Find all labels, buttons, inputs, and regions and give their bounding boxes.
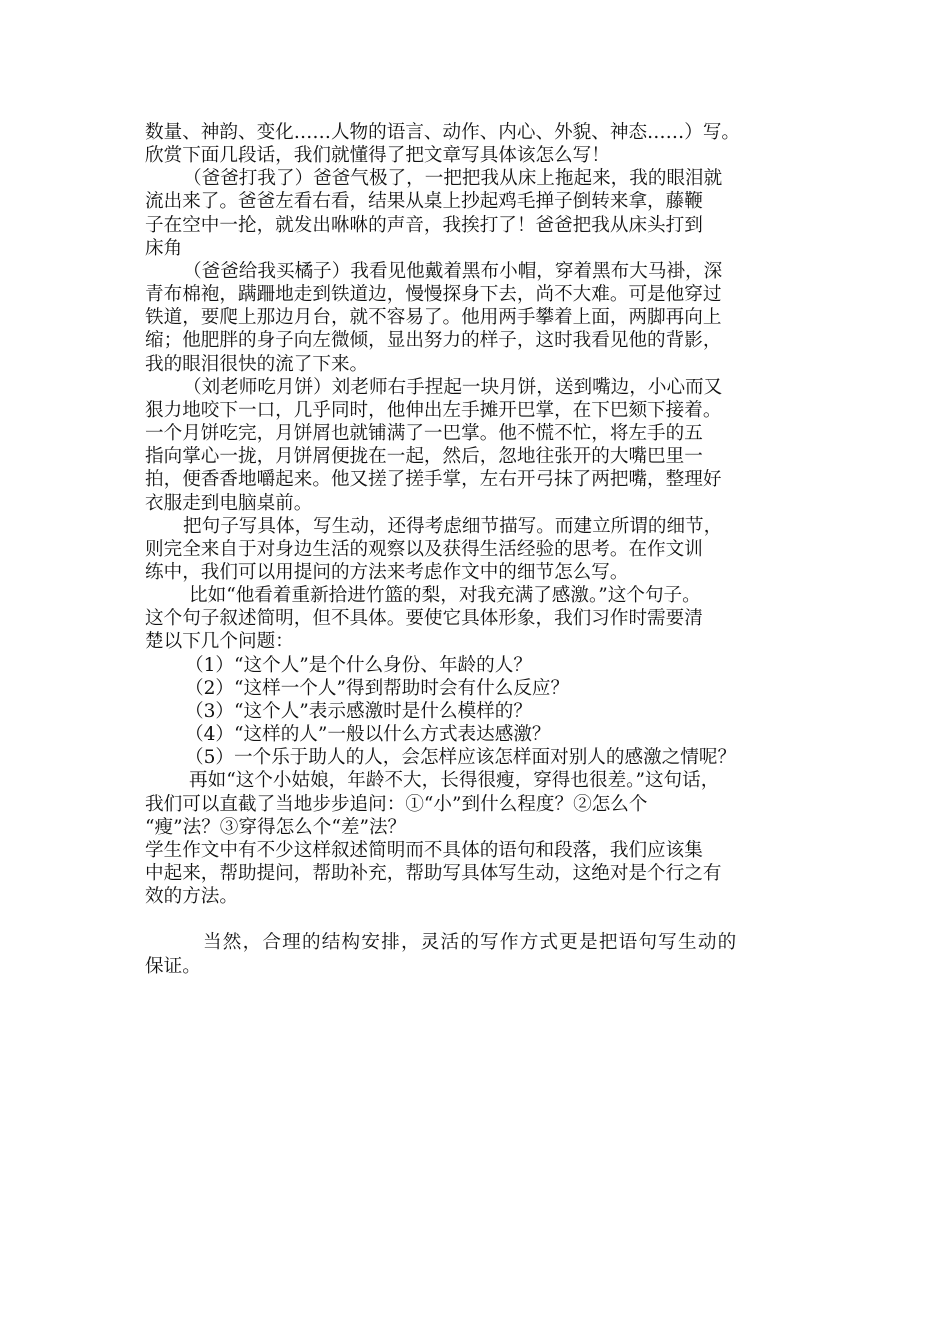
text-line: 效的方法。 [145,886,238,908]
text-line: 学生作文中有不少这样叙述简明而不具体的语句和段落，我们应该集 [145,839,703,861]
text-line: 比如“他看着重新拾进竹篮的梨，对我充满了感激。”这个句子。 [189,585,701,607]
text-line: 则完全来自于对身边生活的观察以及获得生活经验的思考。在作文训 [145,538,703,560]
text-line: 床角 [145,237,183,259]
text-line: （刘老师吃月饼）刘老师右手捏起一块月饼，送到嘴边，小心而又 [183,376,723,398]
text-line: 这个句子叙述简明，但不具体。要使它具体形象，我们习作时需要清 [145,608,703,630]
text-line: 保证。 [145,955,201,977]
list-item: （2）“这样一个人”得到帮助时会有什么反应？ [185,677,570,699]
list-item: （3）“这个人”表示感激时是什么模样的？ [185,700,532,722]
text-line: 我的眼泪很快的流了下来。 [145,353,369,375]
text-line: 流出来了。爸爸左看右看，结果从桌上抄起鸡毛掸子倒转来拿，藤鞭 [145,191,703,213]
text-line: 铁道，要爬上那边月台，就不容易了。他用两手攀着上面，两脚再向上 [145,307,722,329]
text-line: “瘦”法？③穿得怎么个“差”法？ [145,816,407,838]
list-item: （5）一个乐于助人的人，会怎样应该怎样面对别人的感激之情呢？ [185,747,737,769]
list-item: （1）“这个人”是个什么身份、年龄的人？ [185,654,532,676]
text-line: 数量、神韵、变化……人物的语言、动作、内心、外貌、神态……）写。 [145,122,741,143]
text-line: 衣服走到电脑桌前。 [145,492,313,514]
text-line: 狠力地咬下一口，几乎同时，他伸出左手摊开巴掌，在下巴颏下接着。 [145,399,722,421]
text-line: （爸爸打我了）爸爸气极了，一把把我从床上拖起来，我的眼泪就 [183,168,723,190]
text-line: 青布棉袍，蹒跚地走到铁道边，慢慢探身下去，尚不大难。可是他穿过 [145,284,722,306]
text-line: 练中，我们可以用提问的方法来考虑作文中的细节怎么写。 [145,561,629,583]
text-line: （爸爸给我买橘子）我看见他戴着黑布小帽，穿着黑布大马褂，深 [183,260,723,282]
text-line: 中起来，帮助提问，帮助补充，帮助写具体写生动，这绝对是个行之有 [145,863,722,884]
text-line: 当然，合理的结构安排，灵活的写作方式更是把语句写生动的 [203,932,738,954]
paragraph-gap [145,908,813,931]
text-line: 楚以下几个问题： [145,631,294,653]
text-line: 欣赏下面几段话，我们就懂得了把文章写具体该怎么写！ [145,145,610,167]
text-line: 子在空中一抡，就发出咻咻的声音，我挨打了！爸爸把我从床头打到 [145,214,703,236]
text-line: 拍，便香香地嚼起来。他又搓了搓手掌，左右开弓抹了两把嘴，整理好 [145,469,722,491]
text-line: 一个月饼吃完，月饼屑也就铺满了一巴掌。他不慌不忙，将左手的五 [145,423,703,445]
text-line: 我们可以直截了当地步步追问：①“小”到什么程度？②怎么个 [145,793,648,815]
text-line: 再如“这个小姑娘，年龄不大，长得很瘦，穿得也很差。”这句话， [189,770,720,792]
document-body [145,121,813,978]
text-line: 指向掌心一拢，月饼屑便拢在一起，然后，忽地往张开的大嘴巴里一 [145,446,703,468]
text-line: 把句子写具体，写生动，还得考虑细节描写。而建立所谓的细节， [183,515,723,537]
text-line: 缩；他肥胖的身子向左微倾，显出努力的样子，这时我看见他的背影， [145,330,722,352]
list-item: （4）“这样的人”一般以什么方式表达感激？ [185,724,551,746]
